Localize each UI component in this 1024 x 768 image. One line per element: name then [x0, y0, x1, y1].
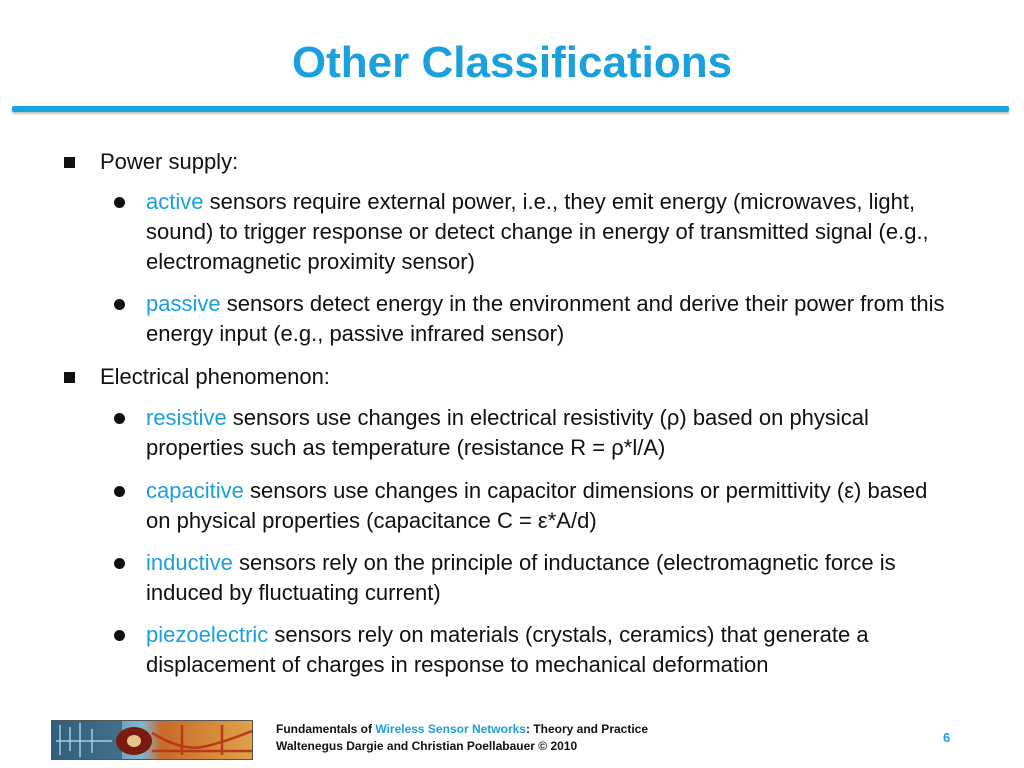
round-bullet-icon — [114, 197, 125, 208]
term-active: active — [146, 189, 204, 214]
term-description: sensors use changes in capacitor dimensions or permittivity (ε) based on physical properties (capacitance C = ε*A/d) — [146, 478, 928, 533]
footer-book-highlight: Wireless Sensor Networks — [375, 722, 526, 736]
footer-banner-image — [51, 720, 253, 760]
term-description: sensors use changes in electrical resistivity (ρ) based on physical properties such as temperature (resistance R = ρ*l/A) — [146, 405, 869, 460]
round-bullet-icon — [114, 413, 125, 424]
list-item-capacitive — [146, 476, 946, 536]
list-item-active — [146, 187, 946, 277]
bullet-electrical-phenomenon — [100, 362, 330, 392]
slide-title: Other Classifications — [291, 38, 733, 87]
list-item-piezoelectric — [146, 620, 946, 680]
section-heading: Electrical phenomenon: — [100, 364, 330, 389]
round-bullet-icon — [114, 299, 125, 310]
footer-book-suffix: : Theory and Practice — [525, 722, 649, 736]
term-description: sensors rely on materials (crystals, ceramics) that generate a displacement of charges in response to mechanical deformation — [146, 622, 869, 677]
term-resistive: resistive — [146, 405, 227, 430]
footer-citation — [276, 721, 648, 755]
term-passive: passive — [146, 291, 221, 316]
title-divider — [12, 106, 1009, 112]
round-bullet-icon — [114, 558, 125, 569]
term-inductive: inductive — [146, 550, 233, 575]
bullet-power-supply — [100, 147, 238, 177]
term-description: sensors rely on the principle of inductance (electromagnetic force is induced by fluctuating current) — [146, 550, 896, 605]
list-item-resistive — [146, 403, 946, 463]
square-bullet-icon — [64, 157, 75, 168]
list-item-passive — [146, 289, 946, 349]
term-description: sensors detect energy in the environment and derive their power from this energy input (e.g., passive infrared sensor) — [146, 291, 945, 346]
round-bullet-icon — [114, 486, 125, 497]
footer-line-1 — [276, 721, 648, 738]
section-heading: Power supply: — [100, 149, 239, 174]
footer-line-2: Waltenegus Dargie and Christian Poellabauer © 2010 — [276, 739, 578, 753]
page-number: 6 — [943, 730, 951, 745]
square-bullet-icon — [64, 372, 75, 383]
term-piezoelectric: piezoelectric — [146, 622, 269, 647]
list-item-inductive — [146, 548, 946, 608]
round-bullet-icon — [114, 630, 125, 641]
footer-book-prefix: Fundamentals of — [276, 722, 376, 736]
term-description: sensors require external power, i.e., they emit energy (microwaves, light, sound) to trigger response or detect change in energy of transmitted signal (e.g., electromagnetic proximity sensor) — [146, 189, 929, 274]
bridge-montage-icon — [52, 721, 252, 759]
term-capacitive: capacitive — [146, 478, 244, 503]
